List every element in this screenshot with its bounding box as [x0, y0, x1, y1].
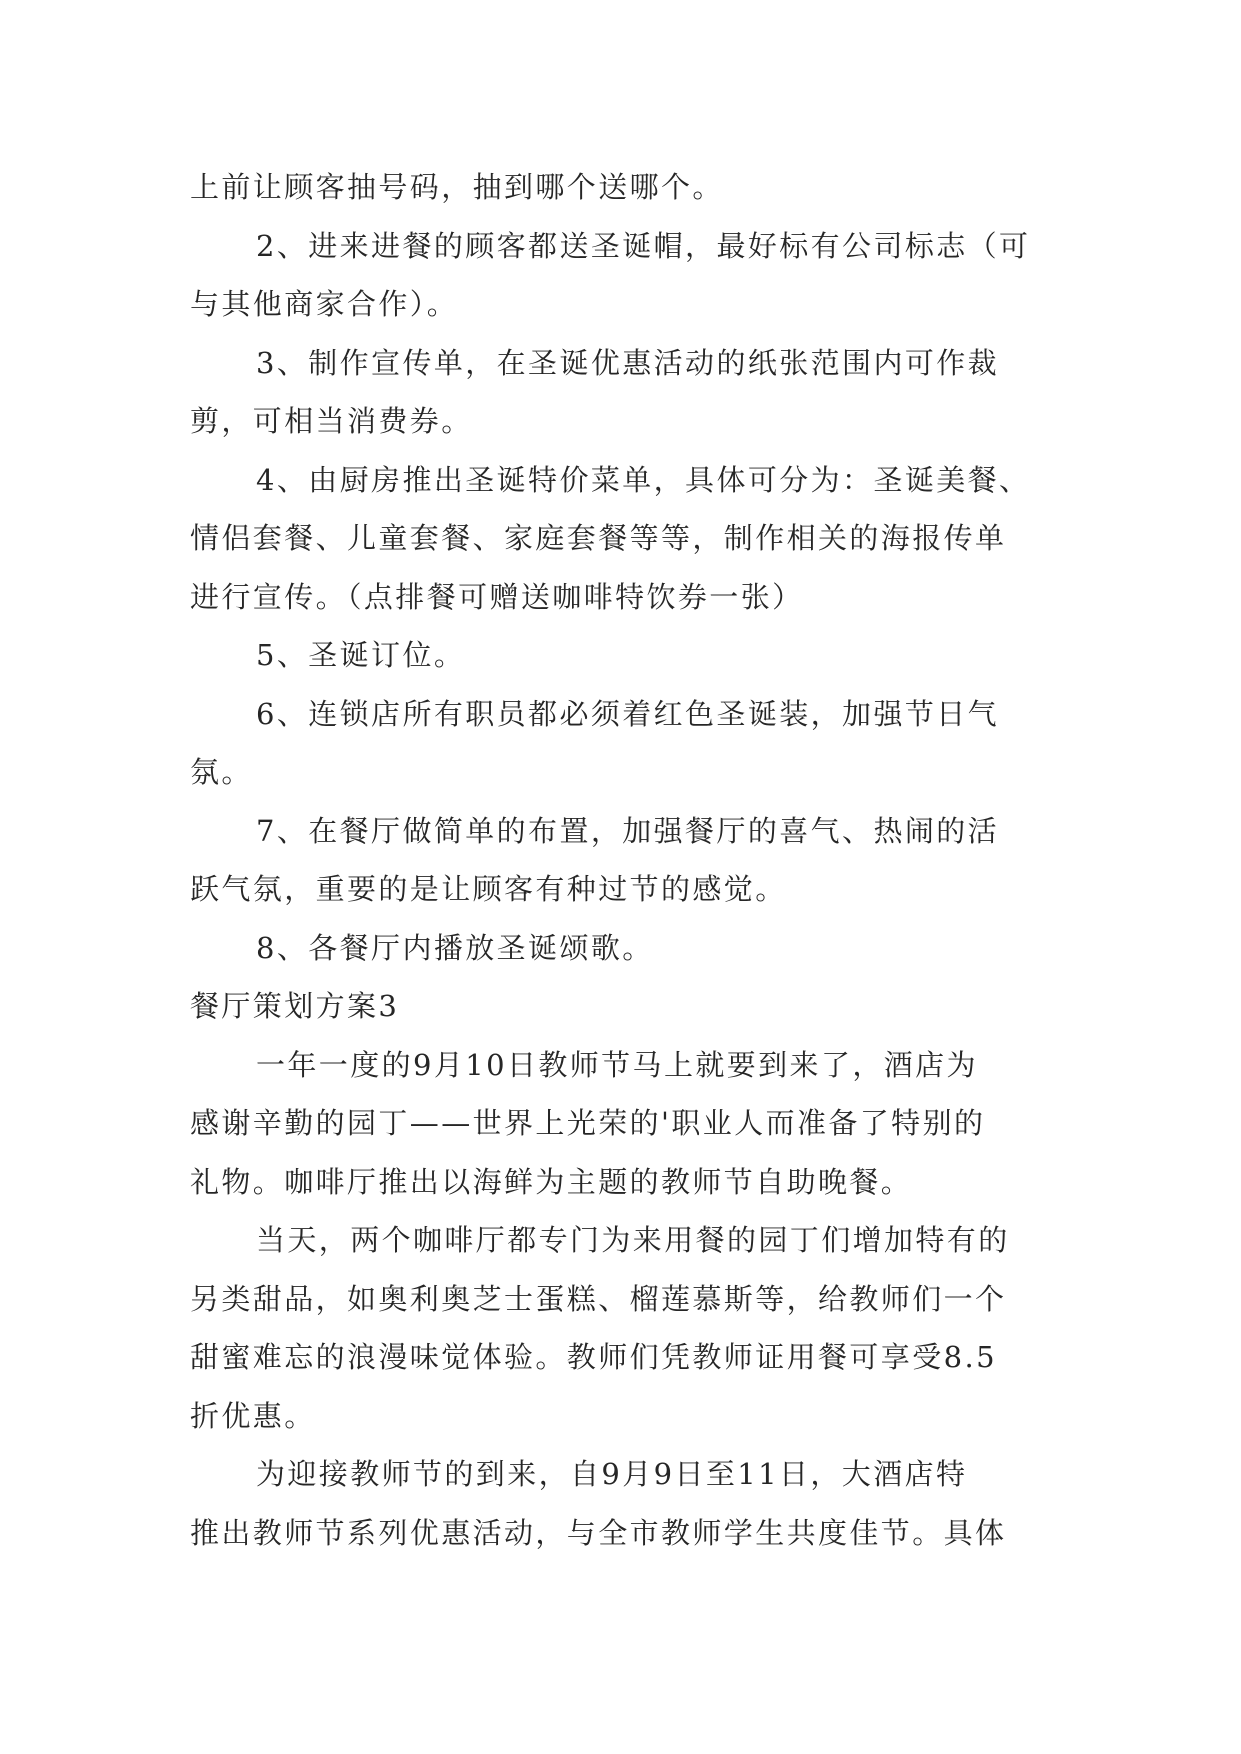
list-item-8: 8、各餐厅内播放圣诞颂歌。: [256, 930, 654, 965]
text-line: 情侣套餐、儿童套餐、家庭套餐等等，制作相关的海报传单: [190, 521, 1007, 555]
list-item-6: 6、连锁店所有职员都必须着红色圣诞装，加强节日气: [256, 696, 1000, 731]
list-item-2: 2、进来进餐的顾客都送圣诞帽，最好标有公司标志（可: [256, 228, 1031, 263]
text-line: 氛。: [190, 755, 253, 789]
list-item-4: 4、由厨房推出圣诞特价菜单，具体可分为：圣诞美餐、: [256, 462, 1031, 497]
text-line: 与其他商家合作）。: [190, 287, 459, 321]
paragraph-start: 一年一度的9月10日教师节马上就要到来了，酒店为: [256, 1047, 978, 1082]
list-item-7: 7、在餐厅做简单的布置，加强餐厅的喜气、热闹的活: [256, 813, 1000, 848]
paragraph-start: 当天，两个咖啡厅都专门为来用餐的园丁们增加特有的: [256, 1223, 1010, 1257]
text-line: 跃气氛，重要的是让顾客有种过节的感觉。: [190, 872, 787, 906]
list-item-5: 5、圣诞订位。: [256, 638, 466, 672]
text-line: 推出教师节系列优惠活动，与全市教师学生共度佳节。具体: [190, 1515, 1007, 1550]
list-item-3: 3、制作宣传单，在圣诞优惠活动的纸张范围内可作裁: [256, 345, 1000, 380]
text-line: 折优惠。: [190, 1398, 316, 1433]
text-line: 礼物。咖啡厅推出以海鲜为主题的教师节自助晚餐。: [190, 1164, 913, 1199]
paragraph-start: 为迎接教师节的到来，自9月9日至11日，大酒店特: [256, 1457, 968, 1491]
text-line: 甜蜜难忘的浪漫味觉体验。教师们凭教师证用餐可享受8.5: [190, 1340, 997, 1374]
text-line: 另类甜品，如奥利奥芝士蛋糕、榴莲慕斯等，给教师们一个: [190, 1281, 1007, 1316]
section-heading: 餐厅策划方案3: [190, 989, 400, 1023]
text-line: 感谢辛勤的园丁——世界上光荣的'职业人而准备了特别的: [190, 1106, 986, 1140]
document-body: [190, 158, 1050, 1562]
text-line: 上前让顾客抽号码，抽到哪个送哪个。: [190, 170, 724, 204]
text-line: 进行宣传。（点排餐可赠送咖啡特饮券一张）: [190, 579, 804, 614]
text-line: 剪，可相当消费券。: [190, 404, 473, 438]
